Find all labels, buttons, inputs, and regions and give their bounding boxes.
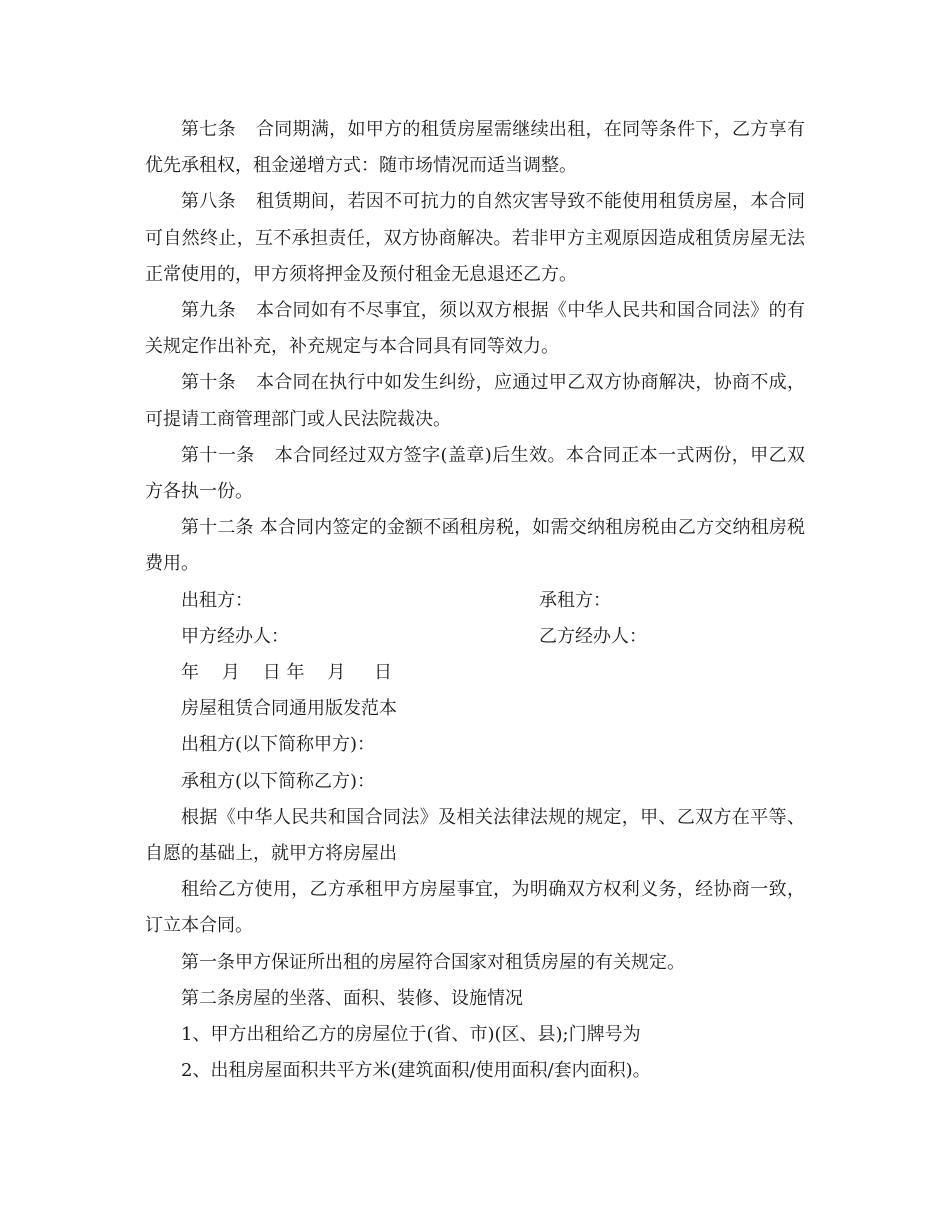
article-7	[145, 112, 805, 184]
article-9	[145, 293, 805, 365]
article-number: 第十条	[181, 372, 236, 394]
article-12	[145, 510, 805, 582]
list-item: 2、出租房屋面积共平方米(建筑面积/使用面积/套内面积)。	[181, 1060, 651, 1082]
second-article-1: 第一条甲方保证所出租的房屋符合国家对租赁房屋的有关规定。	[181, 951, 685, 973]
lessee-signature-label: 承租方：	[539, 589, 611, 611]
article-text: 本合同内签定的金额不函租房税，如需交纳租房税由乙方交纳租房税费用。	[145, 517, 805, 575]
lessor-signature-label: 出租方：	[181, 589, 253, 611]
article-text: 租赁期间，若因不可抗力的自然灾害导致不能使用租赁房屋，本合同可自然终止，互不承担责任，双方协商解决。若非甲方主观原因造成租赁房屋无法正常使用的，甲方须将押金及预付租金无息退还乙方。	[145, 191, 805, 285]
article-8	[145, 184, 805, 293]
preamble-paragraph-2: 租给乙方使用，乙方承租甲方房屋事宜，为明确双方权利义务，经协商一致，订立本合同。	[145, 879, 805, 937]
article-text: 本合同如有不尽事宜，须以双方根据《中华人民共和国合同法》的有关规定作出补充，补充规定与本合同具有同等效力。	[145, 300, 805, 358]
party-b-agent-label: 乙方经办人：	[539, 625, 647, 647]
article-number: 第十一条	[181, 444, 255, 466]
article-number: 第九条	[181, 300, 236, 322]
list-item: 1、甲方出租给乙方的房屋位于(省、市)(区、县);门牌号为	[181, 1024, 641, 1046]
article-text: 本合同经过双方签字(盖章)后生效。本合同正本一式两份，甲乙双方各执一份。	[145, 444, 806, 503]
signature-row-parties	[145, 583, 805, 619]
party-a-agent-label: 甲方经办人：	[181, 625, 289, 647]
signature-date-line: 年 月 日 年 月 日	[181, 662, 392, 684]
article-text: 合同期满，如甲方的租赁房屋需继续出租，在同等条件下，乙方享有优先承租权，租金递增方式：随市场情况而适当调整。	[145, 119, 805, 177]
article-11	[145, 438, 805, 510]
preamble-paragraph-1: 根据《中华人民共和国合同法》及相关法律法规的规定，甲、乙双方在平等、自愿的基础上，就甲方将房屋出	[145, 806, 805, 865]
lessee-line: 承租方(以下简称乙方)：	[181, 770, 376, 792]
article-number: 第八条	[181, 191, 236, 213]
signature-row-agents	[145, 619, 805, 655]
article-text: 本合同在执行中如发生纠纷，应通过甲乙双方协商解决，协商不成，可提请工商管理部门或人民法院裁决。	[145, 372, 805, 430]
article-10	[145, 365, 805, 437]
article-number: 第七条	[181, 119, 236, 140]
document-body	[145, 112, 805, 1089]
article-number: 第十二条	[181, 517, 254, 539]
lessor-line: 出租方(以下简称甲方)：	[181, 734, 376, 756]
contract-title: 房屋租赁合同通用版发范本	[181, 698, 397, 720]
second-article-2: 第二条房屋的坐落、面积、装修、设施情况	[181, 987, 523, 1009]
